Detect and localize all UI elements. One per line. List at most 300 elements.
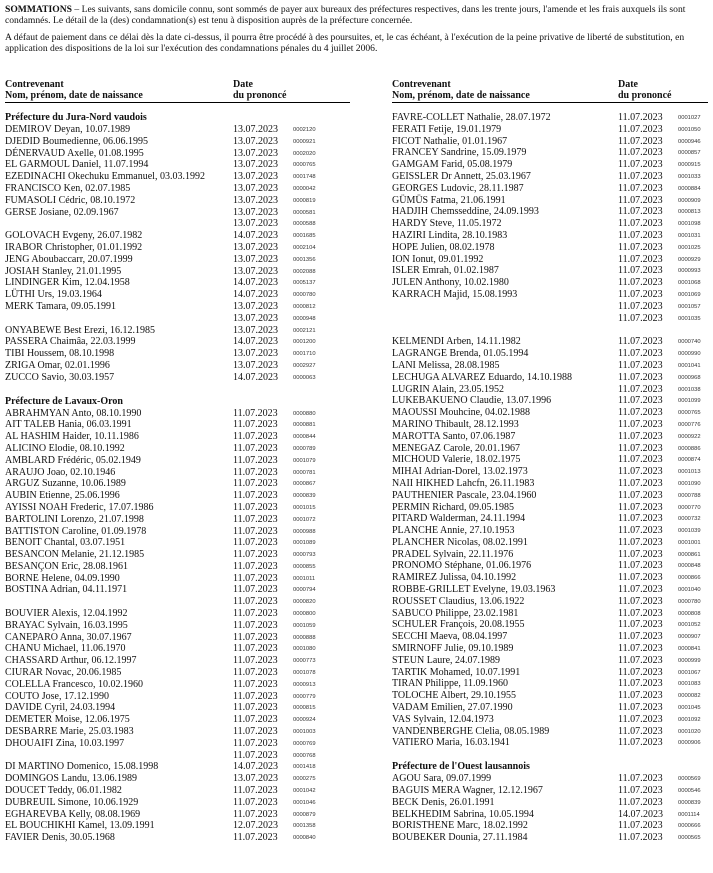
reference-number: 0001067	[678, 669, 701, 676]
offender-name: CIURAR Novac, 20.06.1985	[5, 667, 122, 679]
reference-number: 0002927	[293, 362, 316, 369]
reference-number: 0000794	[293, 587, 316, 594]
offender-name: PITARD Walderman, 24.11.1994	[392, 513, 526, 525]
table-row	[5, 773, 350, 785]
left-column	[5, 112, 350, 844]
reference-number: 0000968	[678, 374, 701, 381]
pronouncement-date: 11.07.2023	[618, 607, 663, 619]
table-row	[5, 797, 350, 809]
table-row	[392, 667, 708, 679]
date-header-line2: du prononcé	[618, 90, 672, 101]
table-row	[5, 325, 350, 337]
table-row	[5, 643, 350, 655]
reference-number: 0000993	[678, 268, 701, 275]
table-row	[5, 124, 350, 136]
reference-number: 0000841	[678, 646, 701, 653]
reference-number: 0000765	[293, 162, 316, 169]
pronouncement-date: 11.07.2023	[618, 737, 663, 749]
offender-name: STEUN Laure, 24.07.1989	[392, 654, 501, 666]
offender-name: MICHOUD Valerie, 18.02.1975	[392, 454, 521, 466]
offender-name: HADJIH Chemsseddine, 24.09.1993	[392, 206, 539, 218]
pronouncement-date: 11.07.2023	[618, 796, 663, 808]
table-row	[5, 490, 350, 502]
reference-number: 0001040	[678, 587, 701, 594]
offender-name: PRADEL Sylvain, 22.11.1976	[392, 548, 514, 560]
pronouncement-date: 13.07.2023	[233, 300, 278, 312]
pronouncement-date: 11.07.2023	[618, 265, 663, 277]
offender-name: BELKHEDIM Sabrina, 10.05.1994	[392, 808, 534, 820]
pronouncement-date: 11.07.2023	[618, 678, 663, 690]
pronouncement-date: 14.07.2023	[618, 808, 663, 820]
pronouncement-date: 11.07.2023	[618, 820, 663, 832]
table-row	[392, 478, 708, 490]
reference-number: 0000819	[293, 197, 316, 204]
offender-name: HOPE Julien, 08.02.1978	[392, 241, 495, 253]
reference-number: 0000913	[293, 681, 316, 688]
reference-number: 0000780	[678, 598, 701, 605]
table-row	[5, 443, 350, 455]
table-row	[5, 254, 350, 266]
table-row	[392, 737, 708, 749]
reference-number: 0002121	[293, 327, 316, 334]
reference-number: 0000840	[293, 835, 316, 842]
pronouncement-date: 11.07.2023	[233, 584, 278, 596]
pronouncement-date: 11.07.2023	[233, 407, 278, 419]
reference-number: 0001114	[678, 811, 700, 818]
offender-name: LUKEBAKUENO Claudie, 13.07.1996	[392, 395, 552, 407]
reference-number: 0000880	[293, 410, 316, 417]
table-row	[392, 431, 708, 443]
pronouncement-date: 11.07.2023	[618, 430, 663, 442]
table-row	[5, 348, 350, 360]
table-row	[5, 159, 350, 171]
reference-number: 0000888	[293, 634, 316, 641]
offender-name: JULEN Anthony, 10.02.1980	[392, 277, 509, 289]
reference-number: 0000063	[293, 374, 316, 381]
table-row	[5, 691, 350, 703]
pronouncement-date: 13.07.2023	[233, 182, 278, 194]
reference-number: 0001041	[678, 362, 701, 369]
offender-name: DJEDID Boumedienne, 06.06.1995	[5, 135, 149, 147]
reference-number: 0000839	[678, 799, 701, 806]
table-row	[392, 678, 708, 690]
pronouncement-date: 14.07.2023	[233, 230, 278, 242]
table-row	[392, 407, 708, 419]
pronouncement-date: 13.07.2023	[233, 348, 278, 360]
reference-number: 0000948	[293, 315, 316, 322]
reference-number: 0000855	[293, 563, 316, 570]
table-row	[392, 206, 708, 218]
reference-number: 0000732	[678, 516, 701, 523]
offender-name: IRABOR Christopher, 01.01.1992	[5, 241, 143, 253]
offender-name: PLANCHE Annie, 27.10.1953	[392, 525, 515, 537]
table-row	[392, 537, 708, 549]
table-row	[5, 549, 350, 561]
pronouncement-date: 11.07.2023	[618, 277, 663, 289]
reference-number: 0002120	[293, 127, 316, 133]
offender-name: NAII HIKHED Lahcfn, 26.11.1983	[392, 477, 535, 489]
pronouncement-date: 11.07.2023	[233, 560, 278, 572]
intro-title: SOMMATIONS	[5, 4, 72, 15]
reference-number: 0000666	[678, 823, 701, 830]
pronouncement-date: 11.07.2023	[233, 655, 278, 667]
table-row	[5, 183, 350, 195]
name-header-line1: Contrevenant	[392, 79, 451, 90]
section-heading: Préfecture de l'Ouest lausannois	[392, 761, 530, 773]
pronouncement-date: 11.07.2023	[618, 489, 663, 501]
reference-number: 0000779	[293, 693, 316, 700]
reference-number: 0001068	[678, 280, 701, 287]
offender-name: EZEDINACHI Okechuku Emmanuel, 03.03.1992	[5, 171, 205, 183]
table-row	[392, 809, 708, 821]
reference-number: 0000588	[293, 221, 316, 228]
pronouncement-date: 11.07.2023	[233, 537, 278, 549]
reference-number: 0001092	[678, 716, 701, 723]
table-row	[392, 254, 708, 266]
table-row	[5, 620, 350, 632]
offender-name: COUTO Jose, 17.12.1990	[5, 690, 109, 702]
pronouncement-date: 11.07.2023	[618, 336, 663, 348]
offender-name: BAGUIS MERA Wagner, 12.12.1967	[392, 785, 543, 797]
intro-paragraph-1	[5, 4, 708, 26]
table-row	[5, 372, 350, 384]
table-row	[392, 549, 708, 561]
offender-name: CANEPARO Anna, 30.07.1967	[5, 631, 132, 643]
offender-name: FAVRE-COLLET Nathalie, 28.07.1972	[392, 112, 551, 123]
offender-name: DOMINGOS Landu, 13.06.1989	[5, 773, 137, 785]
reference-number: 0000884	[678, 185, 701, 192]
reference-number: 0000922	[678, 433, 701, 440]
table-row	[5, 655, 350, 667]
reference-number: 0000776	[678, 421, 701, 428]
table-row	[392, 832, 708, 844]
offender-name: GAMGAM Farid, 05.08.1979	[392, 159, 513, 171]
offender-name: ZUCCO Savio, 30.03.1957	[5, 371, 115, 383]
table-row	[5, 195, 350, 207]
pronouncement-date: 11.07.2023	[233, 501, 278, 513]
pronouncement-date: 11.07.2023	[618, 785, 663, 797]
offender-name: SMIRNOFF Julie, 09.10.1989	[392, 643, 514, 655]
pronouncement-date: 11.07.2023	[233, 726, 278, 738]
table-row	[5, 502, 350, 514]
offender-name: DI MARTINO Domenico, 15.08.1998	[5, 761, 159, 773]
intro-paragraph-1-text: – Les suivants, sans domicile connu, sont sommés de payer aux bureaux des préfectures respectives, dans les trente jours, l'amende et les frais auxquels ils sont condamnés. Le détail de la (des) condamnation(s) est tenu à disposition auprès de la préfecture concernée.	[5, 4, 686, 26]
pronouncement-date: 11.07.2023	[618, 572, 663, 584]
offender-name: BECK Denis, 26.01.1991	[392, 796, 495, 808]
pronouncement-date: 11.07.2023	[233, 808, 278, 820]
reference-number: 0000874	[678, 457, 701, 464]
table-row	[392, 265, 708, 277]
pronouncement-date: 11.07.2023	[233, 832, 278, 844]
table-row	[392, 147, 708, 159]
table-row	[5, 738, 350, 750]
table-row	[392, 195, 708, 207]
offender-name: DESBARRE Marie, 25.03.1983	[5, 726, 134, 738]
table-row	[392, 702, 708, 714]
reference-number: 0001003	[293, 729, 316, 736]
offender-name: BESANÇON Eric, 28.08.1961	[5, 560, 129, 572]
offender-name: BOSTINA Adrian, 04.11.1971	[5, 584, 128, 596]
table-row	[392, 289, 708, 301]
offender-name: KELMENDI Arben, 14.11.1982	[392, 336, 521, 348]
pronouncement-date: 11.07.2023	[233, 466, 278, 478]
pronouncement-date: 11.07.2023	[618, 666, 663, 678]
pronouncement-date: 11.07.2023	[233, 749, 278, 761]
reference-number: 0000765	[678, 410, 701, 417]
reference-number: 0005137	[293, 280, 316, 287]
pronouncement-date: 11.07.2023	[618, 123, 663, 135]
offender-name: BOUVIER Alexis, 12.04.1992	[5, 608, 128, 620]
pronouncement-date: 11.07.2023	[618, 513, 663, 525]
table-row	[5, 336, 350, 348]
pronouncement-date: 11.07.2023	[618, 395, 663, 407]
spacer	[5, 384, 350, 396]
pronouncement-date: 11.07.2023	[618, 702, 663, 714]
pronouncement-date: 11.07.2023	[618, 454, 663, 466]
pronouncement-date: 11.07.2023	[233, 785, 278, 797]
pronouncement-date: 11.07.2023	[618, 407, 663, 419]
name-header-line1: Contrevenant	[5, 79, 64, 90]
offender-name: GEISSLER Dr Annett, 25.03.1967	[392, 170, 531, 182]
reference-number: 0000773	[293, 658, 316, 665]
offender-name: PLANCHER Nicolas, 08.02.1991	[392, 536, 528, 548]
date-header	[618, 79, 671, 101]
offender-name: LÜTHI Urs, 19.03.1964	[5, 289, 102, 301]
table-row	[5, 419, 350, 431]
reference-number: 0001033	[678, 173, 701, 180]
pronouncement-date: 13.07.2023	[233, 324, 278, 336]
pronouncement-date: 11.07.2023	[233, 572, 278, 584]
reference-number: 0000886	[678, 445, 701, 452]
table-row	[5, 750, 350, 762]
reference-number: 0000921	[293, 138, 316, 145]
reference-number: 0000909	[678, 197, 701, 204]
offender-name: TIRAN Philippe, 11.09.1960	[392, 678, 509, 690]
reference-number: 0000581	[293, 209, 316, 216]
reference-number: 0001200	[293, 339, 316, 346]
offender-name: VATIERO Maria, 16.03.1941	[392, 737, 510, 749]
reference-number: 0000924	[293, 717, 316, 724]
right-column	[392, 112, 708, 844]
table-row	[5, 514, 350, 526]
offender-name: BRAYAC Sylvain, 16.03.1995	[5, 619, 128, 631]
table-row	[5, 714, 350, 726]
table-row	[5, 467, 350, 479]
name-header-line2: Nom, prénom, date de naissance	[5, 90, 143, 101]
reference-number: 0001046	[293, 799, 316, 806]
offender-name: FRANCISCO Ken, 02.07.1985	[5, 182, 131, 194]
pronouncement-date: 11.07.2023	[618, 466, 663, 478]
table-row	[392, 183, 708, 195]
pronouncement-date: 11.07.2023	[618, 501, 663, 513]
offender-name: MENEGAZ Carole, 20.01.1967	[392, 442, 521, 454]
reference-number: 0000988	[293, 528, 316, 535]
reference-number: 0001710	[293, 351, 316, 358]
reference-number: 0001083	[678, 681, 701, 688]
pronouncement-date: 14.07.2023	[233, 277, 278, 289]
offender-name: FICOT Nathalie, 01.01.1967	[392, 135, 508, 147]
offender-name: ROUSSET Claudius, 13.06.1922	[392, 595, 525, 607]
table-row	[5, 277, 350, 289]
offender-name: ARAUJO Joao, 02.10.1946	[5, 466, 116, 478]
table-row	[392, 218, 708, 230]
pronouncement-date: 11.07.2023	[233, 678, 278, 690]
pronouncement-date: 11.07.2023	[233, 702, 278, 714]
reference-number: 0000082	[678, 693, 701, 700]
reference-number: 0001089	[293, 540, 316, 547]
table-row	[392, 773, 708, 785]
reference-number: 0000915	[678, 162, 701, 169]
pronouncement-date: 11.07.2023	[618, 548, 663, 560]
reference-number: 0001080	[293, 646, 316, 653]
offender-name: ZRIGA Omar, 02.01.1996	[5, 359, 110, 371]
pronouncement-date: 12.07.2023	[233, 820, 278, 832]
reference-number: 0000793	[293, 552, 316, 559]
reference-number: 0001418	[293, 764, 316, 771]
reference-number: 0000808	[678, 610, 701, 617]
reference-number: 0001057	[678, 303, 701, 310]
table-row	[5, 702, 350, 714]
pronouncement-date: 11.07.2023	[233, 714, 278, 726]
offender-name: MERK Tamara, 09.05.1991	[5, 300, 117, 312]
pronouncement-date: 14.07.2023	[233, 289, 278, 301]
table-row	[392, 395, 708, 407]
pronouncement-date: 13.07.2023	[233, 159, 278, 171]
offender-name: HAZIRI Lindita, 28.10.1983	[392, 229, 508, 241]
offender-name: LANI Melissa, 28.08.1985	[392, 359, 500, 371]
table-row	[392, 230, 708, 242]
table-row	[5, 832, 350, 844]
table-row	[5, 242, 350, 254]
pronouncement-date: 13.07.2023	[233, 359, 278, 371]
left-header-rule	[5, 102, 350, 103]
offender-name: SCHULER François, 20.08.1955	[392, 619, 525, 631]
reference-number: 0000042	[293, 185, 316, 192]
offender-name: BORISTHENE Marc, 18.02.1992	[392, 820, 528, 832]
offender-name: TIBI Houssem, 08.10.1998	[5, 348, 115, 360]
reference-number: 0000857	[678, 150, 701, 157]
offender-name: AL HASHIM Haider, 10.11.1986	[5, 431, 139, 443]
offender-name: JENG Aboubaccarr, 20.07.1999	[5, 253, 133, 265]
offender-name: SABUCO Philippe, 23.02.1981	[392, 607, 519, 619]
pronouncement-date: 11.07.2023	[618, 595, 663, 607]
table-row	[5, 431, 350, 443]
pronouncement-date: 14.07.2023	[233, 336, 278, 348]
reference-number: 0001011	[293, 575, 316, 582]
offender-name: PRONOMO Stéphane, 01.06.1976	[392, 560, 532, 572]
pronouncement-date: 11.07.2023	[618, 442, 663, 454]
table-row	[5, 301, 350, 313]
pronouncement-date: 11.07.2023	[618, 159, 663, 171]
pronouncement-date: 11.07.2023	[618, 218, 663, 230]
table-row	[392, 124, 708, 136]
pronouncement-date: 11.07.2023	[233, 431, 278, 443]
offender-name: BESANCON Melanie, 21.12.1985	[5, 549, 145, 561]
reference-number: 0000770	[678, 504, 701, 511]
pronouncement-date: 11.07.2023	[618, 170, 663, 182]
table-row	[392, 348, 708, 360]
reference-number: 0001050	[678, 126, 701, 133]
pronouncement-date: 13.07.2023	[233, 253, 278, 265]
pronouncement-date: 11.07.2023	[233, 454, 278, 466]
offender-name: AGOU Sara, 09.07.1999	[392, 773, 492, 785]
offender-name: PERMIN Richard, 09.05.1985	[392, 501, 514, 513]
table-row	[5, 809, 350, 821]
table-row	[5, 171, 350, 183]
pronouncement-date: 11.07.2023	[618, 312, 663, 324]
offender-name: TARTIK Mohamed, 10.07.1991	[392, 666, 521, 678]
offender-name: ROBBE-GRILLET Evelyne, 19.03.1963	[392, 584, 556, 596]
offender-name: ION Ionut, 09.01.1992	[392, 253, 484, 265]
date-header-line2: du prononcé	[233, 90, 287, 101]
reference-number: 0001045	[678, 705, 701, 712]
table-row	[392, 596, 708, 608]
table-row	[392, 502, 708, 514]
offender-name: AIT TALEB Hania, 06.03.1991	[5, 419, 132, 431]
reference-number: 0000768	[293, 752, 316, 759]
reference-number: 0000866	[678, 575, 701, 582]
table-row	[5, 667, 350, 679]
pronouncement-date: 13.07.2023	[233, 194, 278, 206]
pronouncement-date: 11.07.2023	[618, 584, 663, 596]
table-row	[392, 820, 708, 832]
offender-name: BATTISTON Caroline, 01.09.1978	[5, 525, 147, 537]
table-row	[5, 537, 350, 549]
reference-number: 0000569	[678, 776, 701, 783]
offender-name: EL GARMOUL Daniel, 11.07.1994	[5, 159, 149, 171]
pronouncement-date: 11.07.2023	[618, 182, 663, 194]
table-row	[5, 207, 350, 219]
pronouncement-date: 11.07.2023	[618, 643, 663, 655]
date-header-line1: Date	[618, 79, 638, 90]
table-row	[5, 679, 350, 691]
table-row	[5, 526, 350, 538]
reference-number: 0001748	[293, 174, 316, 181]
pronouncement-date: 11.07.2023	[618, 288, 663, 300]
offender-name: FAVIER Denis, 30.05.1968	[5, 832, 115, 844]
reference-number: 0001356	[293, 256, 316, 263]
pronouncement-date: 11.07.2023	[233, 525, 278, 537]
pronouncement-date: 11.07.2023	[618, 832, 663, 844]
reference-number: 0001042	[293, 788, 316, 795]
pronouncement-date: 13.07.2023	[233, 241, 278, 253]
offender-name: COLELLA Francesco, 10.02.1960	[5, 678, 144, 690]
reference-number: 0000789	[293, 445, 316, 452]
table-row	[392, 690, 708, 702]
offender-name: EL BOUCHIKHI Kamel, 13.09.1991	[5, 820, 155, 832]
pronouncement-date: 11.07.2023	[618, 206, 663, 218]
offender-name: ALICINO Elodie, 08.10.1992	[5, 442, 125, 454]
table-row	[392, 384, 708, 396]
offender-name: LECHUGA ALVAREZ Eduardo, 14.10.1988	[392, 371, 572, 383]
reference-number: 0001001	[678, 539, 701, 546]
table-row	[5, 596, 350, 608]
table-row	[392, 159, 708, 171]
offender-name: VADAM Emilien, 27.07.1990	[392, 702, 513, 714]
pronouncement-date: 11.07.2023	[618, 135, 663, 147]
pronouncement-date: 11.07.2023	[618, 713, 663, 725]
table-row	[5, 313, 350, 325]
pronouncement-date: 11.07.2023	[233, 513, 278, 525]
offender-name: DEMETER Moise, 12.06.1975	[5, 714, 130, 726]
table-row	[392, 726, 708, 738]
pronouncement-date: 11.07.2023	[233, 478, 278, 490]
table-row	[392, 454, 708, 466]
pronouncement-date: 13.07.2023	[233, 218, 278, 230]
reference-number: 0000546	[678, 788, 701, 795]
pronouncement-date: 14.07.2023	[233, 371, 278, 383]
offender-name: GEORGES Ludovic, 28.11.1987	[392, 182, 524, 194]
